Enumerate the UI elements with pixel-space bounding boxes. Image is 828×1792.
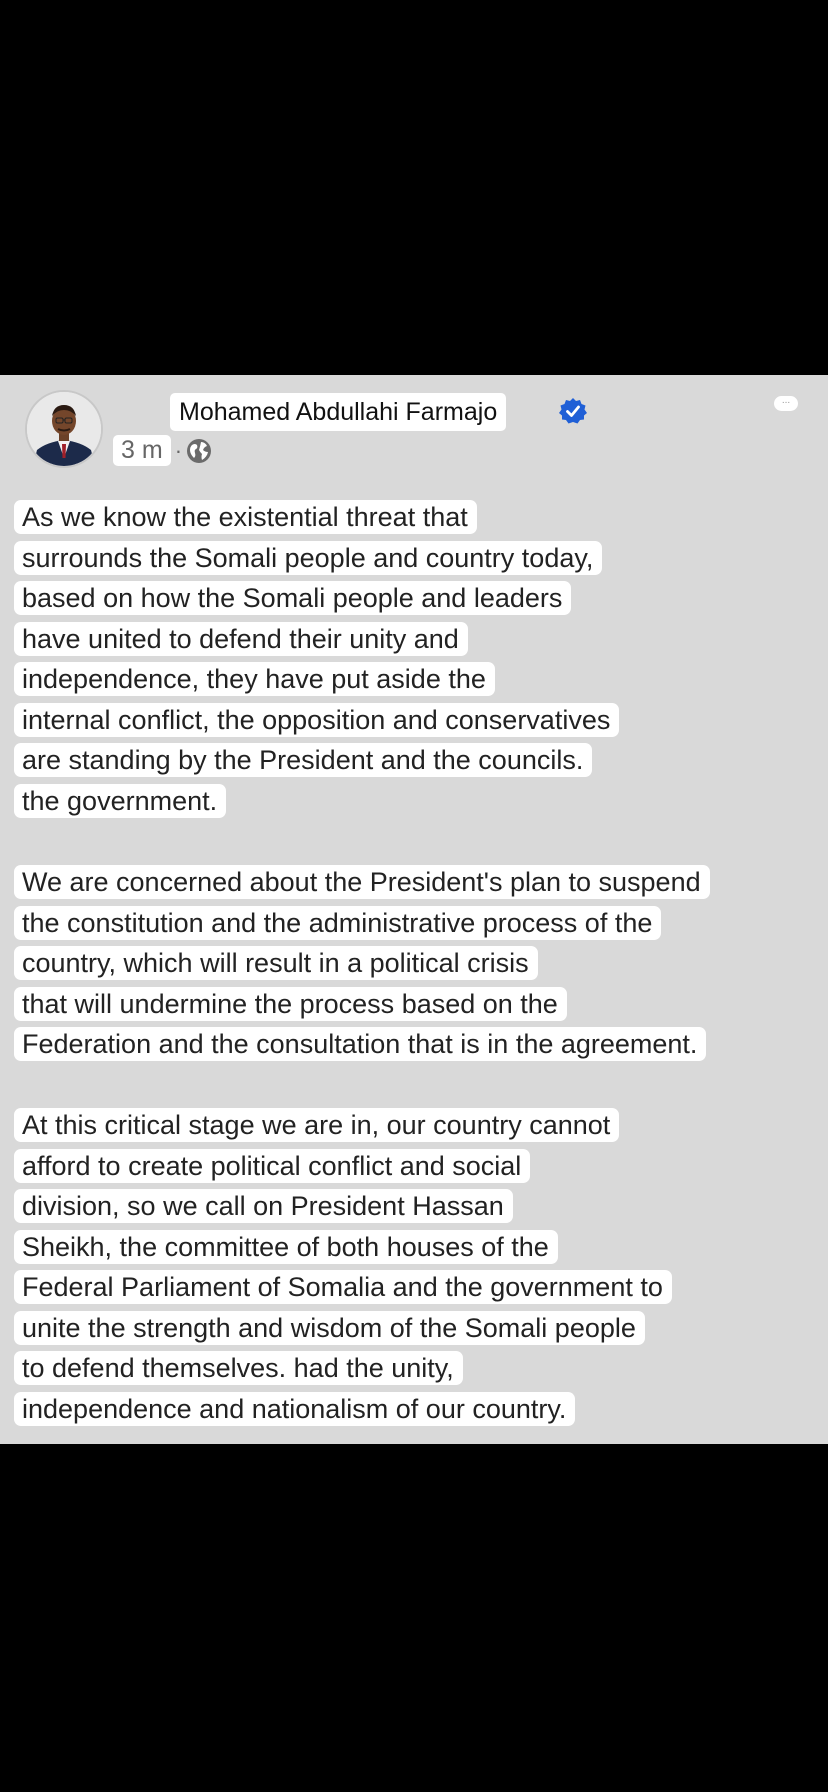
post-meta — [113, 435, 212, 466]
paragraph-line: that will undermine the process based on the — [14, 987, 567, 1021]
paragraph-line: Federation and the consultation that is in the agreement. — [14, 1027, 706, 1061]
paragraph-line: Sheikh, the committee of both houses of the — [14, 1230, 558, 1264]
author-name-highlight[interactable] — [170, 393, 506, 431]
post-paragraph-1 — [14, 500, 619, 824]
paragraph-line: division, so we call on President Hassan — [14, 1189, 513, 1223]
paragraph-line: We are concerned about the President's plan to suspend — [14, 865, 710, 899]
paragraph-line: independence, they have put aside the — [14, 662, 495, 696]
paragraph-line: are standing by the President and the councils. — [14, 743, 592, 777]
paragraph-line: internal conflict, the opposition and conservatives — [14, 703, 619, 737]
paragraph-line: As we know the existential threat that — [14, 500, 477, 534]
globe-icon[interactable] — [186, 438, 212, 464]
meta-separator: · — [174, 437, 183, 463]
paragraph-line: country, which will result in a political crisis — [14, 946, 538, 980]
paragraph-line: afford to create political conflict and social — [14, 1149, 530, 1183]
paragraph-line: based on how the Somali people and leaders — [14, 581, 571, 615]
post-timestamp[interactable]: 3 m — [121, 436, 163, 464]
paragraph-line: independence and nationalism of our country. — [14, 1392, 575, 1426]
paragraph-line: the constitution and the administrative process of the — [14, 906, 661, 940]
paragraph-line: unite the strength and wisdom of the Somali people — [14, 1311, 645, 1345]
paragraph-line: the government. — [14, 784, 226, 818]
paragraph-line: At this critical stage we are in, our country cannot — [14, 1108, 619, 1142]
author-name[interactable]: Mohamed Abdullahi Farmajo — [179, 397, 498, 426]
post-card — [0, 375, 828, 1444]
paragraph-line: have united to defend their unity and — [14, 622, 468, 656]
author-avatar[interactable] — [25, 390, 103, 468]
post-paragraph-3 — [14, 1108, 672, 1432]
verified-badge-icon — [559, 397, 587, 425]
paragraph-line: to defend themselves. had the unity, — [14, 1351, 463, 1385]
more-options-icon[interactable]: ... — [774, 396, 798, 411]
paragraph-line: Federal Parliament of Somalia and the government to — [14, 1270, 672, 1304]
paragraph-line: surrounds the Somali people and country today, — [14, 541, 602, 575]
post-paragraph-2 — [14, 865, 710, 1068]
timestamp-highlight[interactable] — [113, 435, 171, 466]
